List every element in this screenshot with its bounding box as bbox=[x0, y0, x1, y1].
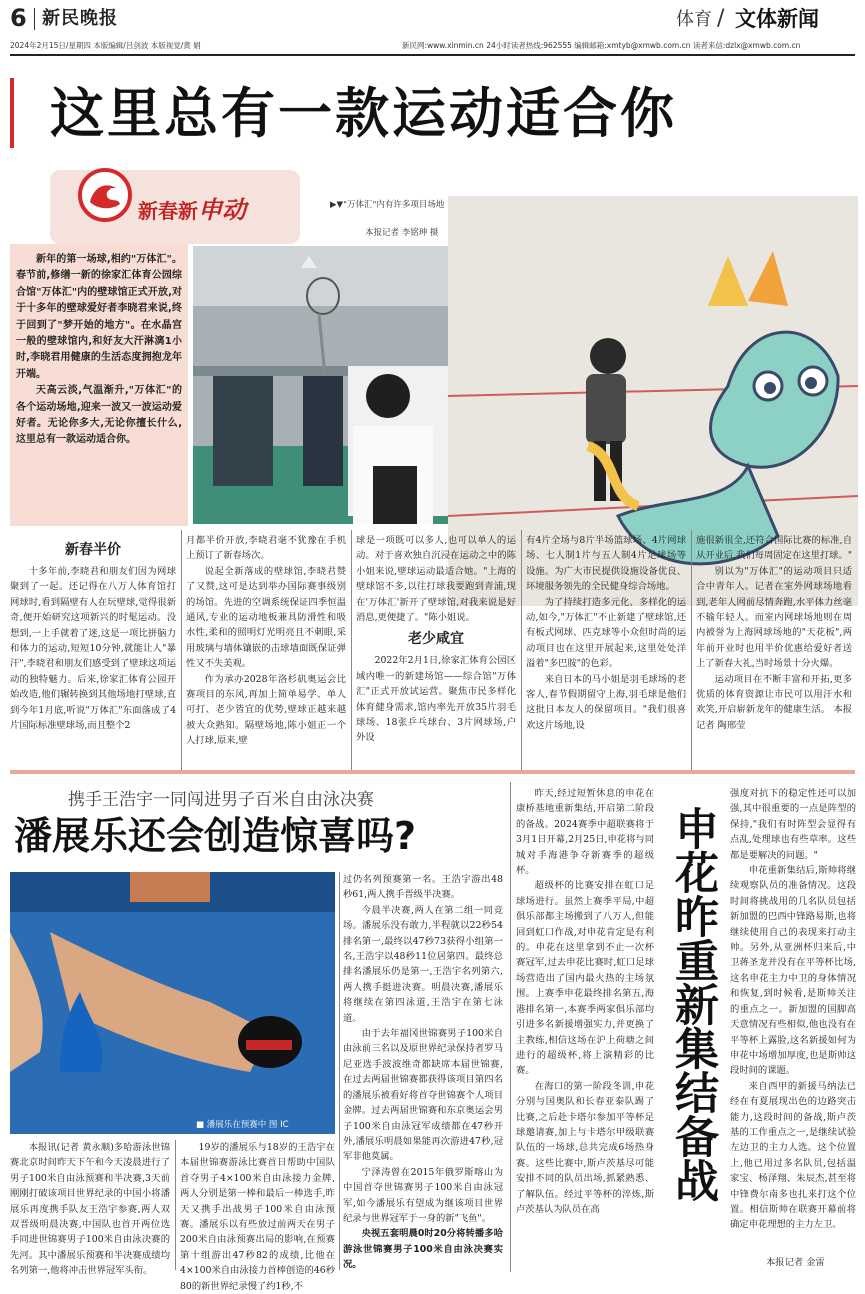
football-story bbox=[516, 782, 856, 1272]
page-number: 6 bbox=[10, 4, 27, 32]
subhead-all-ages: 老少咸宜 bbox=[408, 631, 464, 648]
swim-headline: 潘展乐还会创造惊喜吗? bbox=[14, 814, 417, 858]
top-col-3: 球是一项既可以多人,也可以单人的运动。对于喜欢独自沉浸在运动之中的陈小姐来说,壁球运动最适合她。"上海的壁球馆不多,以往打球我要跑到青浦,现在'万体汇'新开了壁球馆,对我来说是好消息,更便捷了。"陈小姐说。 老少咸宜 2022年2月1日,徐家汇体育公园区域内唯一的新建场馆——综合馆"万体汇"正式开放试运营。聚焦市民多样化体育健身需求,馆内率先开放35片羽毛球场、18张乒乓球台、3片网球场,户外设 bbox=[356, 535, 516, 744]
swim-col-3: 过仍名列预赛第一名。王浩宇游出48秒61,两人携手晋级半决赛。 今晨半决赛,两人在第二组一同竞场。潘展乐没有敢力,半程就以22秒54排名第一,最终以47秒73获得小组第一名,王浩宇以48秒11位居第四。最终总排名潘展乐仍是第一,王浩宇名列第六,两人携手挺进决赛。明晨决赛,潘展乐将继续在第四泳道,王浩宇在第七泳道。 由于去年福冈世锦赛男子100米自由泳前三名以及原世界纪录保持者罗马尼亚选手波波维奇都缺席本届世锦赛,在过去两届世锦赛都获得该项目第四名的潘展乐被看好将首夺世锦赛个人项目金牌。过去两届世锦赛和东京奥运会男子100米自由泳冠军成绩都在47秒开外,潘展乐明晨如果能再次游进47秒,冠军非他莫属。 宁泽涛曾在2015年俄罗斯喀山为中国首夺世锦赛男子100米自由泳冠军,如今潘展乐有望成为继该项目世界纪录与世界冠军于一身的新"飞鱼"。 央视五套明晨0时20分将转播多哈游泳世锦赛男子100米自由泳决赛实况。 bbox=[343, 874, 503, 1271]
badge-text: 新春新申动 bbox=[138, 195, 246, 224]
swim-photo-caption: ■ 潘展乐在预赛中 图 IC bbox=[196, 1120, 289, 1130]
football-col-2: 强度对抗下的稳定性还可以加强,其中很重要的一点是阵型的保持,"我们有时阵型会显得有点乱,处理球也有些草率。这些都是要解决的问题。" 申花重新集结后,斯帅将继续观察队员的准备情况。这段时间将挑战用的几名队员包括新加盟的巴西中锋路易斯,也将继续使用自己的表现来打动主帅。另外,从亚洲杯归来后,中卫蒋圣龙并没有在平等杯比场,这名申花主力中卫的身体情况和恢复,到时候看,是斯帅关注的重点之一。新加盟的国脚高天意情况有些相似,他也没有在平等杯上露脸,这名新援如何为申花中场增加厚度,也是斯帅这段时间的课题。 来自西甲的新援马纳法已经在有夏展现出色的边路突击能力,这段时间的备战,斯卢茨基的工作重点之一,是继续试验左边卫的主力人选。这个位置上,他已用过多名队员,包括温家宝、杨泽翔、朱辰杰,甚至将中锋费尔南多也扎来打这个位置。相信斯帅在联赛开幕前将确定申花理想的主力左卫。 bbox=[730, 788, 856, 1231]
page-header bbox=[0, 0, 865, 58]
accent-bar bbox=[10, 78, 14, 148]
swim-kicker: 携手王浩宇一同闯进男子百米自由泳决赛 bbox=[68, 790, 374, 810]
photo-caption: ▶▼"万体汇"内有许多项目场地 bbox=[330, 200, 445, 210]
dateline: 2024年2月15日/星期四 本版编辑/吕剑波 本版视觉/黄 娟 bbox=[10, 41, 201, 50]
lead-box bbox=[10, 244, 188, 526]
football-headline: 申花昨重新集结备战 bbox=[667, 806, 718, 1202]
photo-credit: 本报记者 李铭珅 摄 bbox=[365, 228, 439, 238]
section-divider: / bbox=[717, 6, 725, 31]
top-col-5: 施很新很全,还符合国际比赛的标准,自从开业后,我们每周固定在这里打球。" 别以为"万体汇"的运动项目只适合中青年人。记者在室外网球场地看到,老年人网前尽情奔跑,水平体力丝毫不输年轻人。而室内网球场地则在周内被誉为上海网球场地的"天花板",两年前开业时也用半价优惠给爱好者送上了新春大礼,当时场景十分火爆。 运动项目在不断丰富和开拓,更多优质的体育资源让市民可以用汗水和欢笑,开启崭新龙年的健康生活。 本报记者 陶邢莹 bbox=[696, 535, 852, 731]
swimmer-photo bbox=[10, 872, 335, 1134]
subhead-half-price: 新春半价 bbox=[65, 542, 121, 558]
section-divider-bar bbox=[10, 770, 855, 774]
swim-col-1: 本报讯(记者 黄永顺)多哈游泳世锦赛北京时间昨天下午和今天凌晨进行了男子100米自由泳预赛和半决赛,3天前刚刚打破该项目世界纪录的中国小将潘展乐再度携手队友王浩宇参赛,两人双双晋级明晨决赛,中国队也首开两位选手同进世锦赛男子100米自由泳决赛的先河。其中潘展乐预赛和半决赛成绩均名列第一,他将冲击世界冠军头衔。 bbox=[10, 1142, 170, 1277]
football-col-1: 昨天,经过短暂休息的申花在康桥基地重新集结,开启第二阶段的备战。2024赛季中超联赛将于3月1日开幕,2月25日,申花将与同城对手海港争夺新赛季的超级杯。 超级杯的比赛安排在虹口足球场进行。虽然上赛季平局,中超俱乐部都主场搬到了八万人,但能回到虹口作战,对申花肯定是有利的。申花在这里拿到不止一次杯赛冠军,过去申花比赛时,虹口足球场营造出了国内最火热的主场氛围。上赛季申花最终排名第五,海港排名第一,本赛季两家俱乐部均引进多名新援增强实力,并更换了主教练,相信这场在沪上荷塘之间进行的超级杯,将上演精彩的比赛。 在海口的第一阶段冬训,申花分别与国奥队和长春亚泰队踢了比赛,之后赴卡塔尔参加平等杯足球邀请赛,加上与卡塔尔甲级联赛队伍的一场球,总共完成6场热身赛。这些比赛中,斯卢茨基尽可能安排不同的队员出场,抓紧熟悉、了解队伍。经过平等杯的淬炼,斯卢茨基认为队员在高 bbox=[516, 788, 654, 1215]
section-small: 体育 bbox=[676, 9, 712, 30]
header-rule bbox=[10, 54, 855, 56]
section-big: 文体新闻 bbox=[735, 7, 819, 31]
swim-story bbox=[10, 782, 505, 1292]
dragon-seal-icon bbox=[78, 168, 132, 222]
paper-logo: 新民晚报 bbox=[42, 8, 118, 29]
lead-text: 新年的第一场球,相约"万体汇"。春节前,修缮一新的徐家汇体育公园综合馆"万体汇"内的壁球馆正式开放,对于十多年的壁球爱好者李晓君来说,终于回到了"梦开始的地方"。在水晶宫一般的壁球馆内,和好友大汗淋漓1小时,李晓君用健康的生活态度拥抱龙年开端。 天高云淡,气温渐升,"万体汇"的各个运动场地,迎来一波又一波运动爱好者。无论你多大,无论你擅长什么,这里总有一款运动适合你。 bbox=[16, 254, 182, 446]
swim-col-2: 19岁的潘展乐与18岁的王浩宇在本届世锦赛游泳比赛首日帮助中国队首夺男子4×100米自由泳接力金牌,两人分别是第一棒和最后一棒选手,昨天又携手出战男子100米自由泳预赛。潘展乐以有些放过前两天在男子200米自由泳预赛出局的影响,在预赛第十组游出47秒82的成绩,比他在4×100米自由泳接力首棒创造的46秒80的新世界纪录慢了约1秒,不 bbox=[180, 1142, 335, 1292]
football-credit: 本报记者 金雷 bbox=[766, 1257, 825, 1268]
top-story bbox=[10, 78, 855, 778]
top-col-2: 月都半价开放,李晓君毫不犹豫在手机上预订了新春场次。 说起全新落成的壁球馆,李晓君赞了又赞,这可是达到举办国际赛事级别的场馆。先进的空调系统保证四季恒温通风,专业的运动地板兼具防滑性和吸水性,柔和的照明灯光明亮且不刺眼,采用玻璃与墙体镶嵌的击球墙面既保证弹性又不失美观。 作为承办2028年洛杉矶奥运会比赛项目的东风,再加上简单易学、单人可打、老少皆宜的优势,壁球正越来越被大众熟知。隔壁场地,陈小姐正一个人打球,原来,壁 bbox=[186, 535, 346, 747]
top-col-1: 新春半价 十多年前,李晓君和朋友们因为网球聚到了一起。还记得在八万人体育馆打网球时,看到隔壁有人在玩壁球,觉得很新奇,便开始研究这项新兴的时髦运动。没想到,一上手就着了迷,这是一项比拼脑力和体力的运动,短短10分钟,就能让人"暴汗",李晓君和朋友们感受到了壁球这项运动的独特魅力。后来,徐家汇体育公园开始改造,他们辗转换到其他场地打壁球,直到今年1月底,听说"万体汇"东面落成了4片国际标准壁球场,而且整个2 bbox=[10, 542, 176, 732]
top-headline: 这里总有一款运动适合你 bbox=[50, 82, 677, 145]
contact-line: 新民网:www.xinmin.cn 24小时读者热线:962555 编辑邮箱:xmtyb@xmwb.com.cn 读者来信:dzlx@xmwb.com.cn bbox=[402, 41, 801, 50]
top-col-4: 有4片全场与8片半场篮球场、4片网球场、七人制1片与五人制4片足球场等设施。为广大市民提供设施设备优良、环境服务领先的全民健身综合场地。 为了持续打造多元化、多样化的运动,如今,"万体汇"不止新建了壁球馆,还有板式网球、匹克球等小众但时尚的运动项目也在这里开展起来,这里处处洋溢着"多巴胺"的色彩。 来自日本的马小姐是羽毛球场的老客人,春节假期留守上海,羽毛球是他们这批日本友人的保留项目。"我们很喜欢这片场地,设 bbox=[526, 535, 686, 731]
